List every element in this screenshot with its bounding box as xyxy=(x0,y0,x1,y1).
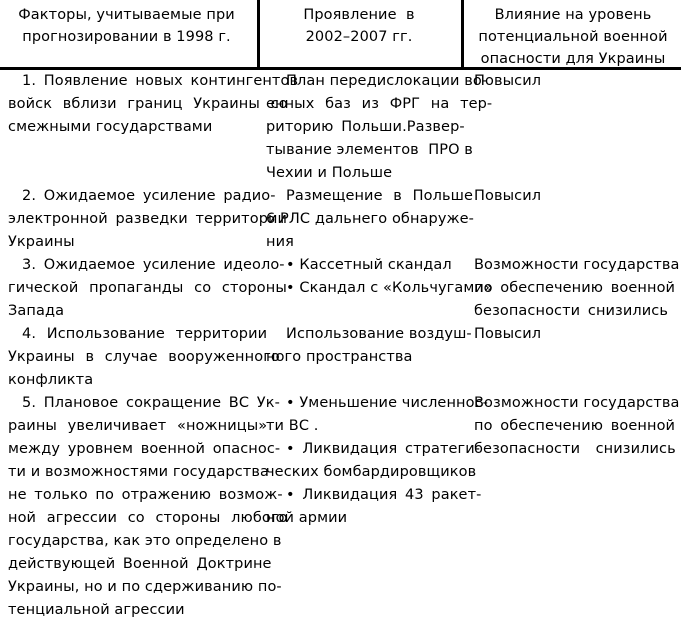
manifestation-line: Размещение в Польше xyxy=(286,188,474,204)
cell-factor xyxy=(0,323,280,392)
cell-factor xyxy=(0,254,287,323)
manifestation-line: • Ликвидация стратеги- xyxy=(286,441,481,457)
factor-line: ти и возможностями государства xyxy=(8,464,269,480)
column-header-factors xyxy=(0,0,257,48)
factor-line: Запада xyxy=(8,303,65,319)
column-header-impact xyxy=(461,0,681,70)
column-header-impact-line-1: Влияние на уровень xyxy=(494,7,652,23)
manifestation-line: • Кассетный скандал xyxy=(286,257,452,273)
impact-line: Повысил xyxy=(474,73,542,89)
table-row xyxy=(0,392,681,622)
manifestation-line: ческих бомбардировщиков xyxy=(266,464,477,480)
column-header-impact-line-3: опасности для Украины xyxy=(480,51,666,67)
factor-line: 2. Ожидаемое усиление радио- xyxy=(22,188,276,204)
factor-line: войск вблизи границ Украины со xyxy=(8,96,288,112)
factor-line: государства, как это определено в xyxy=(8,533,282,549)
table-row xyxy=(0,254,681,323)
manifestation-line: 6 РЛС дальнего обнаруже- xyxy=(266,211,475,227)
column-header-manifestation-line-2: 2002–2007 гг. xyxy=(305,29,413,45)
factor-line: 1. Появление новых контингентов xyxy=(22,73,299,89)
manifestation-line: ти ВС . xyxy=(266,418,319,434)
manifestation-line: • Уменьшение численнос- xyxy=(286,395,488,411)
table-body xyxy=(0,70,681,622)
impact-line: Повысил xyxy=(474,188,542,204)
factor-line: гической пропаганды со стороны xyxy=(8,280,287,296)
column-divider-2 xyxy=(461,0,464,69)
factor-line: 3. Ожидаемое усиление идеоло- xyxy=(22,257,285,273)
cell-impact xyxy=(468,323,681,346)
factor-line: Украины, но и по сдерживанию по- xyxy=(8,579,282,595)
impact-line: безопасности снизились xyxy=(474,303,669,319)
factor-line: электронной разведки территории xyxy=(8,211,288,227)
column-header-factors-line-1: Факторы, учитываемые при xyxy=(18,7,235,23)
table-row xyxy=(0,323,681,392)
column-header-manifestation xyxy=(257,0,461,48)
column-header-factors-line-2: прогнозировании в 1998 г. xyxy=(22,29,231,45)
column-header-manifestation-line-1: Проявление в xyxy=(303,7,415,23)
manifestation-line: • Ликвидация 43 ракет- xyxy=(286,487,482,503)
impact-line: безопасности снизились xyxy=(474,441,676,457)
cell-factor xyxy=(0,392,288,622)
impact-line: Повысил xyxy=(474,326,542,342)
column-header-impact-line-2: потенциальной военной xyxy=(478,29,668,45)
factor-line: раины увеличивает «ножницы» xyxy=(8,418,268,434)
impact-line: по обеспечению военной xyxy=(474,418,676,434)
table-row xyxy=(0,70,681,185)
factor-line: не только по отражению возмож- xyxy=(8,487,283,503)
cell-factor xyxy=(0,70,299,139)
manifestation-line: ния xyxy=(266,234,294,250)
column-divider-1 xyxy=(257,0,260,69)
manifestation-line: План передислокации во- xyxy=(286,73,488,89)
factor-line: Украины в случае вооруженного xyxy=(8,349,280,365)
manifestation-line: риторию Польши.Развер- xyxy=(266,119,465,135)
manifestation-line: енных баз из ФРГ на тер- xyxy=(266,96,493,112)
cell-manifestation xyxy=(264,254,493,300)
manifestation-line: тывание элементов ПРО в xyxy=(266,142,473,158)
cell-impact xyxy=(468,185,681,208)
impact-line: Возможности государства xyxy=(474,257,680,273)
table-row xyxy=(0,185,681,254)
factor-line: между уровнем военной опаснос- xyxy=(8,441,281,457)
cell-impact xyxy=(468,254,681,323)
manifestation-line: ной армии xyxy=(266,510,348,526)
factor-line: смежными государствами xyxy=(8,119,213,135)
cell-manifestation xyxy=(264,392,488,530)
cell-impact xyxy=(468,392,681,461)
impact-line: Возможности государства xyxy=(474,395,680,411)
factor-line: тенциальной агрессии xyxy=(8,602,185,618)
factor-line: действующей Военной Доктрине xyxy=(8,556,272,572)
manifestation-line: • Скандал с «Кольчугами» xyxy=(286,280,493,296)
table-header-row xyxy=(0,0,681,67)
manifestation-line: Чехии и Польше xyxy=(266,165,393,181)
factor-line: 5. Плановое сокращение ВС Ук- xyxy=(22,395,280,411)
factor-line: 4. Использование территории xyxy=(22,326,268,342)
manifestation-line: ного пространства xyxy=(266,349,413,365)
factor-line: Украины xyxy=(8,234,75,250)
cell-manifestation xyxy=(264,185,475,254)
impact-line: по обеспечению военной xyxy=(474,280,676,296)
manifestation-line: Использование воздуш- xyxy=(286,326,472,342)
factor-line: ной агрессии со стороны любого xyxy=(8,510,288,526)
cell-impact xyxy=(468,70,681,93)
cell-manifestation xyxy=(264,70,493,185)
cell-manifestation xyxy=(264,323,472,369)
factor-line: конфликта xyxy=(8,372,94,388)
